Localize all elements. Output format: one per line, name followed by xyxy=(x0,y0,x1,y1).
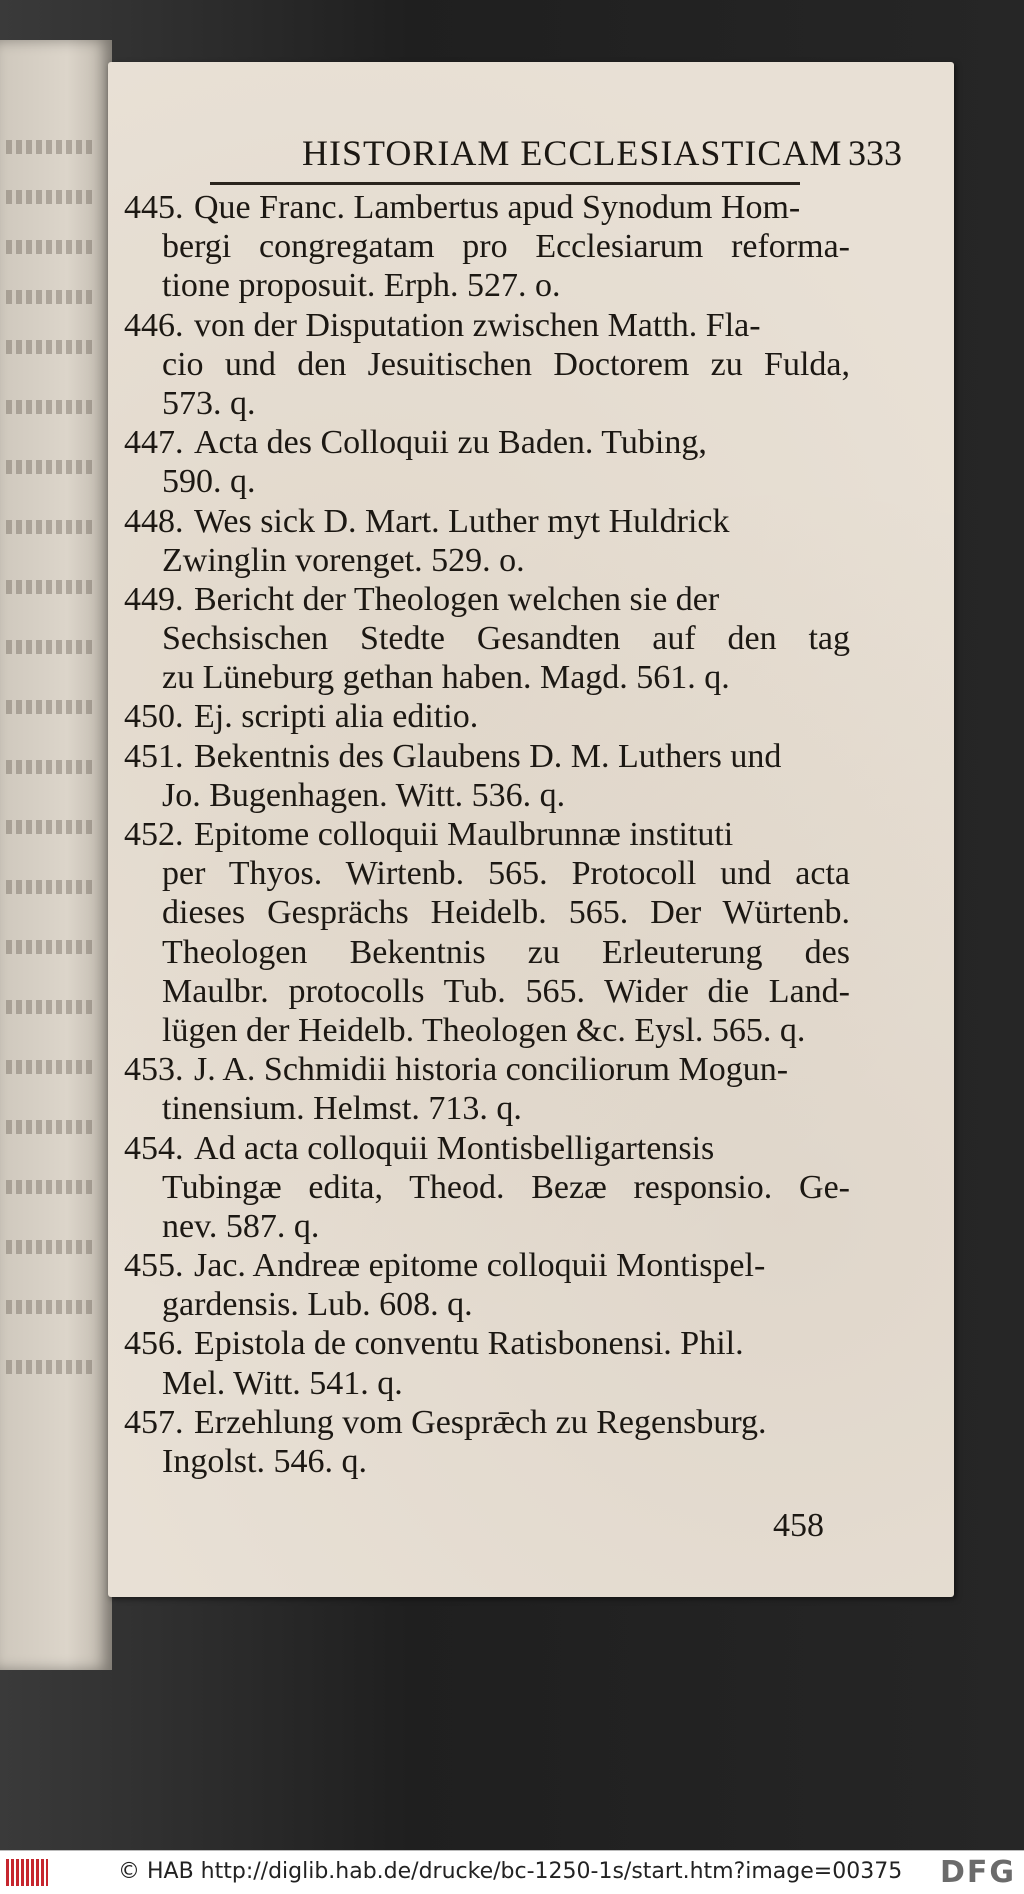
entry-number: 454. xyxy=(124,1129,184,1167)
entry-first-line xyxy=(124,423,850,462)
entry-number: 446. xyxy=(124,306,184,344)
entry-continuation-line: per Thyos. Wirtenb. 565. Protocoll und acta xyxy=(162,855,850,893)
entry-continuation-line: 573. q. xyxy=(162,384,256,422)
entry-continuation-line: Jo. Bugenhagen. Witt. 536. q. xyxy=(162,776,566,814)
catalog-entry xyxy=(124,188,850,306)
entry-text: Bekentnis des Glaubens D. M. Luthers und xyxy=(194,737,782,775)
entry-first-line xyxy=(124,1403,850,1442)
entry-continuation-line: tione proposuit. Erph. 527. o. xyxy=(162,267,561,305)
entry-number: 453. xyxy=(124,1051,184,1089)
catalog-entry xyxy=(124,1324,850,1402)
catalog-entry xyxy=(124,1246,850,1324)
entry-continuation-line: zu Lüneburg gethan haben. Magd. 561. q. xyxy=(162,659,730,697)
entry-number: 452. xyxy=(124,816,184,853)
entry-continuation-line: Maulbr. protocolls Tub. 565. Wider die Land- xyxy=(162,972,850,1010)
entry-continuation-line: lügen der Heidelb. Theologen &c. Eysl. 565. q. xyxy=(162,1011,806,1049)
header-rule xyxy=(210,182,800,185)
catchword: 458 xyxy=(773,1507,824,1544)
page-number: 333 xyxy=(848,133,902,173)
entry-number: 449. xyxy=(124,580,184,618)
entry-first-line xyxy=(124,815,850,854)
entry-continuation-line: gardensis. Lub. 608. q. xyxy=(162,1286,473,1324)
book-page xyxy=(108,62,954,1597)
entry-number: 456. xyxy=(124,1325,184,1363)
entry-continuation-line: Zwinglin vorenget. 529. o. xyxy=(162,541,525,579)
entry-text: Epitome colloquii Maulbrunnæ instituti xyxy=(194,816,734,853)
catalog-entry xyxy=(124,737,850,815)
catalog-entry xyxy=(124,1403,850,1481)
entry-text: von der Disputation zwischen Matth. Fla- xyxy=(194,306,761,344)
entry-text: Erzehlung vom Gesprǣch zu Regensburg. xyxy=(194,1403,767,1441)
entry-first-line xyxy=(124,1050,850,1089)
entry-text: Wes sick D. Mart. Luther myt Huldrick xyxy=(194,502,730,540)
entry-text: Epistola de conventu Ratisbonensi. Phil. xyxy=(194,1325,744,1363)
entry-first-line xyxy=(124,1246,850,1285)
entry-text: Bericht der Theologen welchen sie der xyxy=(194,580,720,618)
entry-continuation-line: nev. 587. q. xyxy=(162,1207,320,1245)
previous-page-edge xyxy=(0,40,112,1670)
entry-continuation-line: tinensium. Helmst. 713. q. xyxy=(162,1090,522,1128)
entry-first-line xyxy=(124,502,850,541)
catalog-entry xyxy=(124,423,850,501)
entry-continuation-line: 590. q. xyxy=(162,463,256,501)
catalog-entry xyxy=(124,580,850,698)
catalog-entry xyxy=(124,1050,850,1128)
entry-continuation-line: bergi congregatam pro Ecclesiarum reforma- xyxy=(162,228,850,266)
entry-continuation-line: Tubingæ edita, Theod. Bezæ responsio. Ge- xyxy=(162,1168,850,1206)
running-header xyxy=(196,132,936,182)
entry-first-line xyxy=(124,737,850,776)
catalog-entry xyxy=(124,697,850,736)
page-title: HISTORIAM ECCLESIASTICAM xyxy=(302,133,843,173)
catalog-entry xyxy=(124,306,850,424)
entry-continuation-line: Sechsischen Stedte Gesandten auf den tag xyxy=(162,620,850,658)
entry-continuation-line: Ingolst. 546. q. xyxy=(162,1443,367,1480)
entry-text: Acta des Colloquii zu Baden. Tubing, xyxy=(194,424,707,462)
entry-first-line xyxy=(124,306,850,345)
entry-first-line xyxy=(124,188,850,227)
entry-number: 448. xyxy=(124,502,184,540)
entry-number: 455. xyxy=(124,1247,184,1285)
viewer-footer xyxy=(0,1850,1024,1894)
entry-continuation-line: Mel. Witt. 541. q. xyxy=(162,1364,403,1402)
entry-first-line xyxy=(124,1129,850,1168)
entry-list xyxy=(108,188,954,1481)
entry-text: J. A. Schmidii historia conciliorum Mogun- xyxy=(194,1051,789,1089)
entry-continuation-line: cio und den Jesuitischen Doctorem zu Fulda, xyxy=(162,345,850,383)
entry-first-line xyxy=(124,580,850,619)
entry-number: 447. xyxy=(124,424,184,462)
entry-text: Ad acta colloquii Montisbelligartensis xyxy=(194,1129,715,1167)
dfg-logo: DFG xyxy=(939,1855,1016,1890)
entry-text: Ej. scripti alia editio. xyxy=(194,698,479,736)
entry-first-line xyxy=(124,1324,850,1363)
hab-logo-icon xyxy=(6,1859,48,1886)
entry-text: Jac. Andreæ epitome colloquii Montispel- xyxy=(194,1247,766,1285)
entry-number: 451. xyxy=(124,737,184,775)
catalog-entry xyxy=(124,1129,850,1247)
copyright-url: © HAB http://diglib.hab.de/drucke/bc-1250-1s/start.htm?image=00375 xyxy=(118,1859,903,1884)
entry-continuation-line: Theologen Bekentnis zu Erleuterung des xyxy=(162,933,850,971)
entry-number: 445. xyxy=(124,189,184,226)
entry-continuation-line: dieses Gesprächs Heidelb. 565. Der Würtenb. xyxy=(162,894,850,932)
entry-first-line xyxy=(124,697,850,736)
entry-text: Que Franc. Lambertus apud Synodum Hom- xyxy=(194,189,801,226)
catalog-entry xyxy=(124,815,850,1050)
catalog-entry xyxy=(124,502,850,580)
entry-number: 457. xyxy=(124,1403,184,1441)
entry-number: 450. xyxy=(124,698,184,736)
